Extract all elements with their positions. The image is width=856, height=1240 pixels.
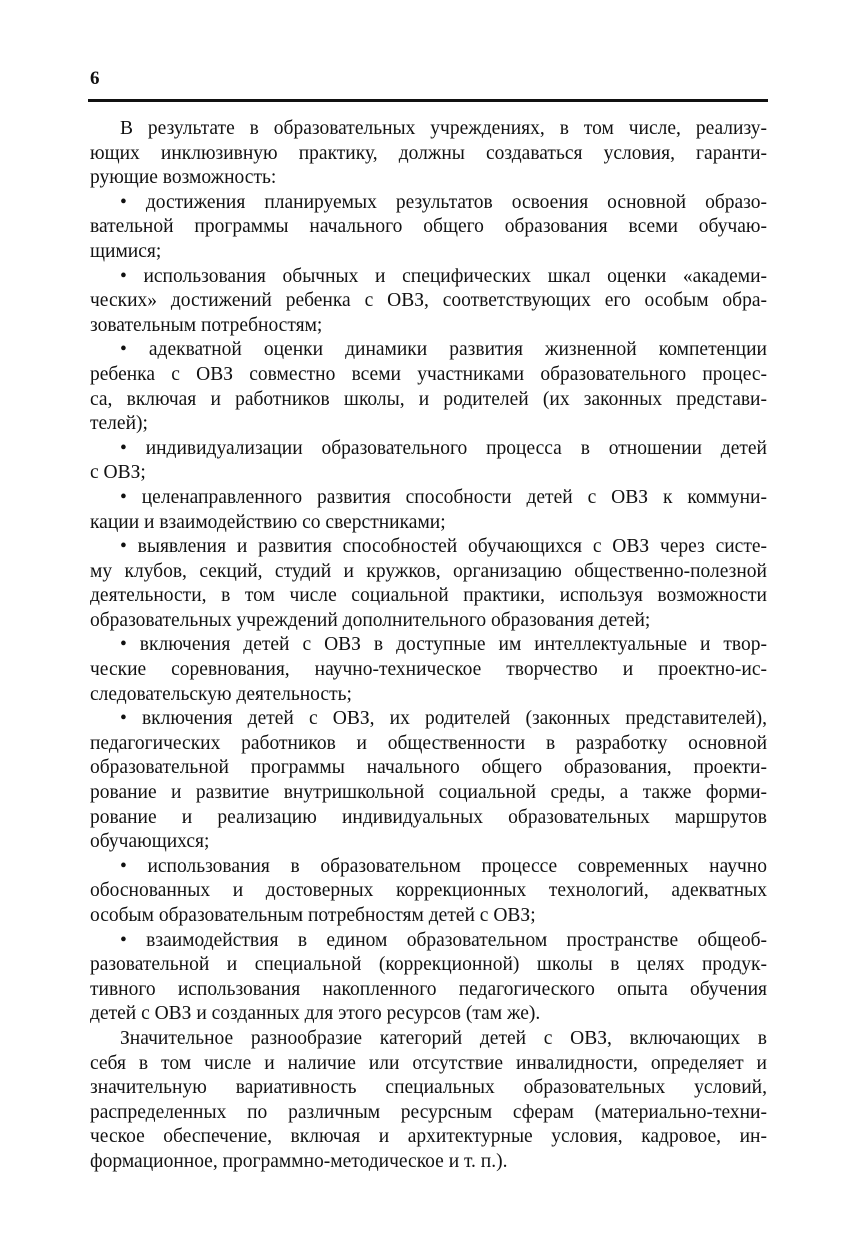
text-line: формационное, программно-методическое и т. п.). xyxy=(90,1150,508,1172)
bullet-item xyxy=(90,535,767,633)
text-line: зовательным потребностям; xyxy=(90,314,323,336)
text-line: В результате в образовательных учреждениях, в том числе, реализу- xyxy=(120,118,767,139)
text-line: • использования обычных и специфических шкал оценки «академи- xyxy=(120,265,767,287)
text-line: рование и развитие внутришкольной социальной среды, а также форми- xyxy=(90,782,767,804)
text-line: особым образовательным потребностям детей с ОВЗ; xyxy=(90,905,536,926)
text-line: ческие соревнования, научно-техническое творчество и проектно-ис- xyxy=(90,659,767,681)
body-text xyxy=(90,117,767,1175)
text-line: деятельности, в том числе социальной практики, используя возможности xyxy=(90,585,767,607)
text-line: разовательной и специальной (коррекционной) школы в целях продук- xyxy=(90,954,767,976)
text-line: с ОВЗ; xyxy=(90,462,146,484)
text-line: следовательскую деятельность; xyxy=(90,683,352,705)
text-line: Значительное разнообразие категорий детей с ОВЗ, включающих в xyxy=(120,1027,767,1049)
bullet-item xyxy=(90,338,767,436)
text-line: тивного использования накопленного педагогического опыта обучения xyxy=(90,978,767,1000)
text-line: • выявления и развития способностей обучающихся с ОВЗ через систе- xyxy=(120,536,767,558)
header-rule xyxy=(88,99,768,102)
text-line: • индивидуализации образовательного процесса в отношении детей xyxy=(120,437,767,459)
text-line: • адекватной оценки динамики развития жизненной компетенции xyxy=(120,339,767,361)
text-line: обучающихся; xyxy=(90,831,210,853)
page-number: 6 xyxy=(90,68,100,89)
bullet-item xyxy=(90,633,767,707)
text-line: образовательных учреждений дополнительного образования детей; xyxy=(90,609,651,631)
text-line: рующие возможность: xyxy=(90,167,277,189)
text-line: • включения детей с ОВЗ, их родителей (законных представителей), xyxy=(120,708,767,730)
text-line: ребенка с ОВЗ совместно всеми участниками образовательного процес- xyxy=(90,363,767,385)
bullet-item xyxy=(90,486,767,535)
text-line: значительную вариативность специальных образовательных условий, xyxy=(90,1077,767,1099)
bullet-item xyxy=(90,437,767,486)
text-line: вательной программы начального общего образования всеми обучаю- xyxy=(90,216,767,238)
text-line: педагогических работников и общественности в разработку основной xyxy=(90,732,767,754)
text-line: детей с ОВЗ и созданных для этого ресурсов (там же). xyxy=(90,1003,541,1025)
bullet-item xyxy=(90,855,767,929)
text-line: обоснованных и достоверных коррекционных технологий, адекватных xyxy=(90,880,767,902)
text-line: • целенаправленного развития способности детей с ОВЗ к коммуни- xyxy=(120,486,767,508)
bullet-item xyxy=(90,707,767,855)
text-line: ческое обеспечение, включая и архитектурные условия, кадровое, ин- xyxy=(90,1126,767,1148)
bullet-item xyxy=(90,191,767,265)
text-line: • достижения планируемых результатов освоения основной образо- xyxy=(120,191,767,213)
text-line: • использования в образовательном процессе современных научно xyxy=(120,855,767,877)
text-line: щимися; xyxy=(90,240,162,262)
text-line: са, включая и работников школы, и родителей (их законных представи- xyxy=(90,388,767,410)
text-line: кации и взаимодействию со сверстниками; xyxy=(90,511,446,533)
text-line: ческих» достижений ребенка с ОВЗ, соответствующих его особым обра- xyxy=(90,290,767,312)
text-line: образовательной программы начального общего образования, проекти- xyxy=(90,757,767,779)
text-line: себя в том числе и наличие или отсутствие инвалидности, определяет и xyxy=(90,1052,767,1074)
bullet-item xyxy=(90,929,767,1027)
bullet-item xyxy=(90,265,767,339)
paragraph xyxy=(90,117,767,191)
text-line: распределенных по различным ресурсным сферам (материально-техни- xyxy=(90,1101,767,1123)
paragraph xyxy=(90,1027,767,1175)
text-line: • включения детей с ОВЗ в доступные им интеллектуальные и твор- xyxy=(120,634,767,656)
text-line: телей); xyxy=(90,413,148,435)
text-line: рование и реализацию индивидуальных образовательных маршрутов xyxy=(90,806,767,828)
text-line: ющих инклюзивную практику, должны создаваться условия, гаранти- xyxy=(90,142,767,164)
text-line: му клубов, секций, студий и кружков, организацию общественно-полезной xyxy=(90,560,767,582)
text-line: • взаимодействия в едином образовательном пространстве общеоб- xyxy=(120,929,767,951)
